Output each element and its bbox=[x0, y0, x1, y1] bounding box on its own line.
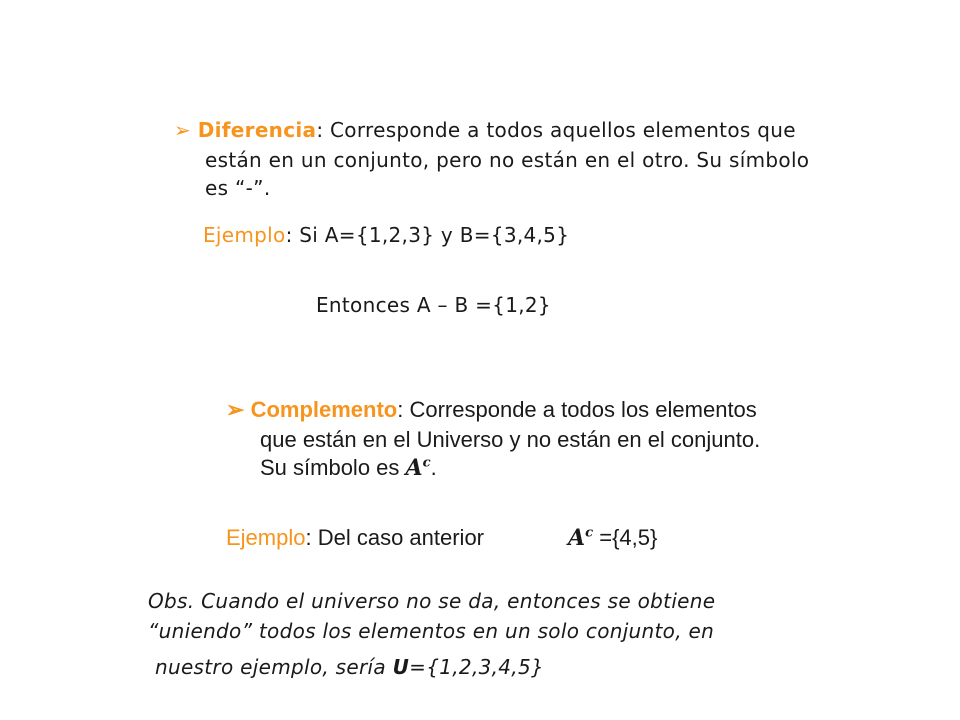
complemento-example-label: Ejemplo bbox=[226, 525, 306, 550]
universe-symbol: U bbox=[392, 655, 410, 679]
complemento-example-text: : Del caso anterior bbox=[305, 525, 485, 550]
complemento-definition-start: : Corresponde a todos los elementos bbox=[397, 397, 757, 422]
complemento-line-1 bbox=[226, 397, 757, 423]
diferencia-term: Diferencia bbox=[197, 118, 317, 142]
arrow-bullet-icon: ➢ bbox=[226, 397, 245, 422]
complemento-symbol-prefix: Su símbolo es bbox=[260, 455, 406, 480]
diferencia-line-2: están en un conjunto, pero no están en el otro. Su símbolo bbox=[205, 148, 810, 172]
obs-line-3-prefix: nuestro ejemplo, sería bbox=[155, 655, 393, 679]
obs-line-3 bbox=[155, 655, 544, 679]
obs-line-2: “uniendo” todos los elementos en un solo conjunto, en bbox=[148, 619, 715, 643]
complemento-line-3 bbox=[260, 455, 437, 481]
diferencia-example-label: Ejemplo bbox=[203, 223, 286, 247]
complemento-symbol-suffix: . bbox=[430, 455, 437, 480]
diferencia-example-text: : Si A={1,2,3} y B={3,4,5} bbox=[285, 223, 570, 247]
complemento-term: Complemento bbox=[250, 397, 398, 422]
diferencia-line-1 bbox=[174, 118, 796, 142]
universe-set: ={1,2,3,4,5} bbox=[409, 655, 545, 679]
complement-value: ={4,5} bbox=[593, 525, 658, 550]
arrow-bullet-icon: ➢ bbox=[174, 118, 192, 142]
obs-line-1: Obs. Cuando el universo no se da, entonces se obtiene bbox=[148, 589, 716, 613]
complement-symbol: $A^c$ bbox=[405, 455, 431, 481]
complement-symbol: $A^c$ bbox=[568, 525, 594, 551]
diferencia-result: Entonces A – B ={1,2} bbox=[316, 293, 551, 317]
diferencia-example bbox=[203, 223, 569, 247]
complemento-example-result bbox=[568, 525, 657, 551]
complemento-example bbox=[226, 525, 484, 551]
complemento-line-2: que están en el Universo y no están en el conjunto. bbox=[260, 427, 761, 452]
diferencia-definition-start: : Corresponde a todos aquellos elementos que bbox=[316, 118, 796, 142]
diferencia-line-3: es “-”. bbox=[205, 176, 271, 200]
